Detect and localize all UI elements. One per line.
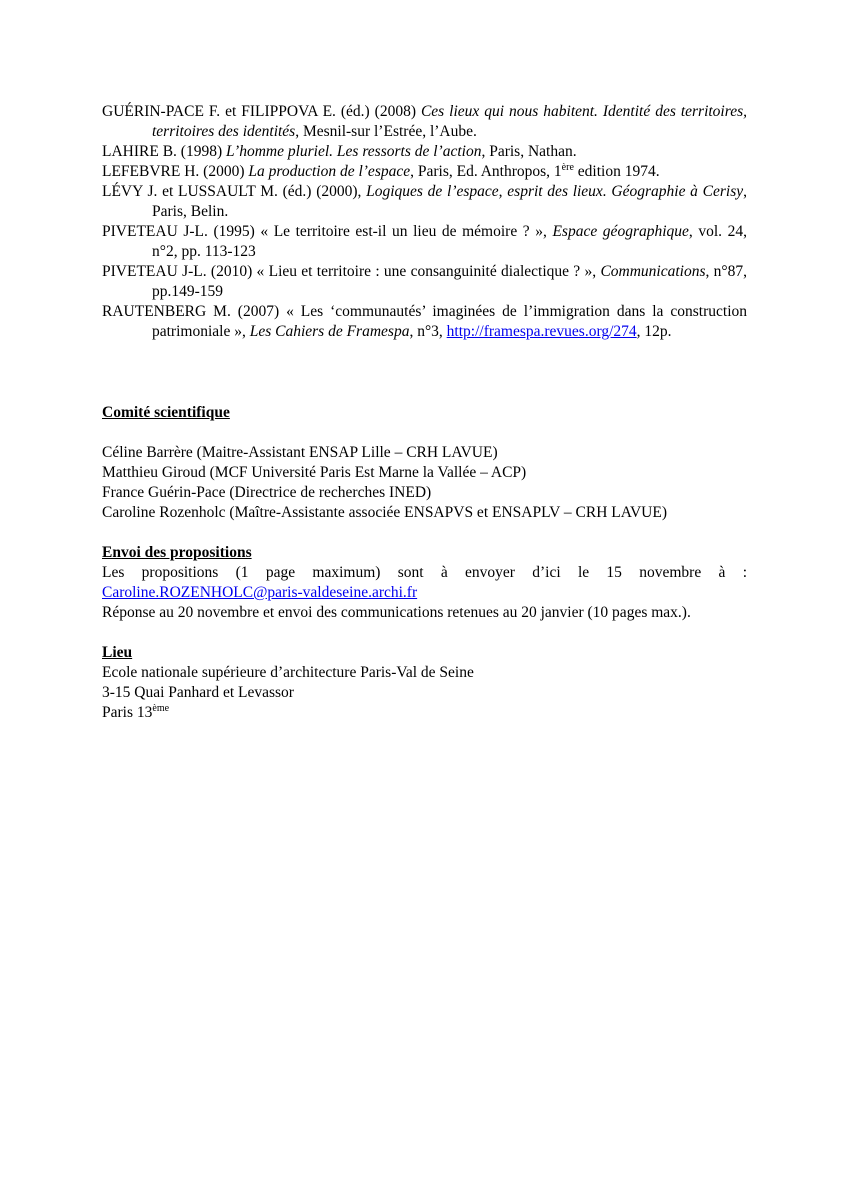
bibliography — [102, 102, 747, 342]
reference-link[interactable]: http://framespa.revues.org/274 — [446, 323, 637, 340]
submissions-email-line — [102, 583, 747, 603]
venue-city — [102, 703, 747, 723]
reference-title: Communications — [600, 263, 706, 280]
reference-title: Espace géographique — [552, 223, 689, 240]
submissions-section — [102, 543, 747, 623]
reference-lahire — [102, 142, 747, 162]
reference-title: Logiques de l’espace, esprit des lieux. Géographie à Cerisy — [366, 183, 744, 200]
reference-author: LAHIRE B. (1998) — [102, 143, 226, 160]
committee-section — [102, 403, 747, 523]
reference-author: PIVETEAU J-L. (2010) « Lieu et territoire : une consanguinité dialectique ? », — [102, 263, 601, 280]
reference-title: Ces lieux qui nous habitent. Identité des territoires, territoires des identités — [152, 103, 747, 140]
reference-lefebvre — [102, 162, 747, 182]
committee-member: France Guérin-Pace (Directrice de recherches INED) — [102, 484, 432, 501]
reference-details-end: , 12p. — [636, 323, 672, 340]
submissions-instructions: Les propositions (1 page maximum) sont à envoyer d’ici le 15 novembre à : — [102, 564, 747, 581]
reference-superscript: ère — [561, 162, 574, 173]
reference-title: Les Cahiers de Framespa — [249, 323, 410, 340]
committee-member: Caroline Rozenholc (Maître-Assistante associée ENSAPVS et ENSAPLV – CRH LAVUE) — [102, 504, 667, 521]
submissions-heading: Envoi des propositions — [102, 544, 252, 561]
document-page — [102, 102, 747, 723]
reference-rautenberg — [102, 302, 747, 342]
reference-title: La production de l’espace — [248, 163, 411, 180]
reference-levy-lussault — [102, 182, 747, 222]
committee-member: Céline Barrère (Maitre-Assistant ENSAP Lille – CRH LAVUE) — [102, 444, 498, 461]
reference-details: , Paris, Nathan. — [481, 143, 577, 160]
venue-name: Ecole nationale supérieure d’architecture Paris-Val de Seine — [102, 664, 474, 681]
venue-city-superscript: ème — [152, 703, 170, 714]
reference-details: , n°3, — [409, 323, 447, 340]
reference-piveteau-2010 — [102, 262, 747, 302]
reference-author: LEFEBVRE H. (2000) — [102, 163, 249, 180]
reference-title: L’homme pluriel. Les ressorts de l’action — [226, 143, 482, 160]
venue-city-text: Paris 13 — [102, 704, 153, 721]
reference-author: RAUTENBERG M. (2007) « Les ‘communautés’ imaginées de l’immigration dans la construction patrimoniale », — [102, 303, 747, 340]
venue-section — [102, 643, 747, 723]
contact-email-link[interactable]: Caroline.ROZENHOLC@paris-valdeseine.archi.fr — [102, 584, 418, 601]
submissions-response-dates: Réponse au 20 novembre et envoi des communications retenues au 20 janvier (10 pages max.). — [102, 604, 691, 621]
reference-details: , Paris, Ed. Anthropos, 1 — [410, 163, 562, 180]
reference-guerin-pace — [102, 102, 747, 142]
reference-author: LÉVY J. et LUSSAULT M. (éd.) (2000), — [102, 183, 367, 200]
reference-details: , vol. 24, n°2, pp. 113-123 — [152, 223, 748, 260]
committee-heading: Comité scientifique — [102, 404, 230, 421]
spacer — [102, 342, 747, 403]
committee-member: Matthieu Giroud (MCF Université Paris Est Marne la Vallée – ACP) — [102, 464, 527, 481]
reference-details: , n°87, pp.149-159 — [152, 263, 748, 300]
reference-piveteau-1995 — [102, 222, 747, 262]
reference-details: , Mesnil-sur l’Estrée, l’Aube. — [295, 123, 477, 140]
venue-street: 3-15 Quai Panhard et Levassor — [102, 684, 294, 701]
spacer — [102, 523, 747, 543]
reference-details-end: edition 1974. — [573, 163, 660, 180]
spacer — [102, 623, 747, 643]
reference-author: PIVETEAU J-L. (1995) « Le territoire est-il un lieu de mémoire ? », — [102, 223, 553, 240]
venue-heading: Lieu — [102, 644, 133, 661]
reference-details: , Paris, Belin. — [152, 183, 747, 220]
reference-author: GUÉRIN-PACE F. et FILIPPOVA E. (éd.) (2008) — [102, 103, 421, 120]
spacer — [102, 423, 747, 443]
